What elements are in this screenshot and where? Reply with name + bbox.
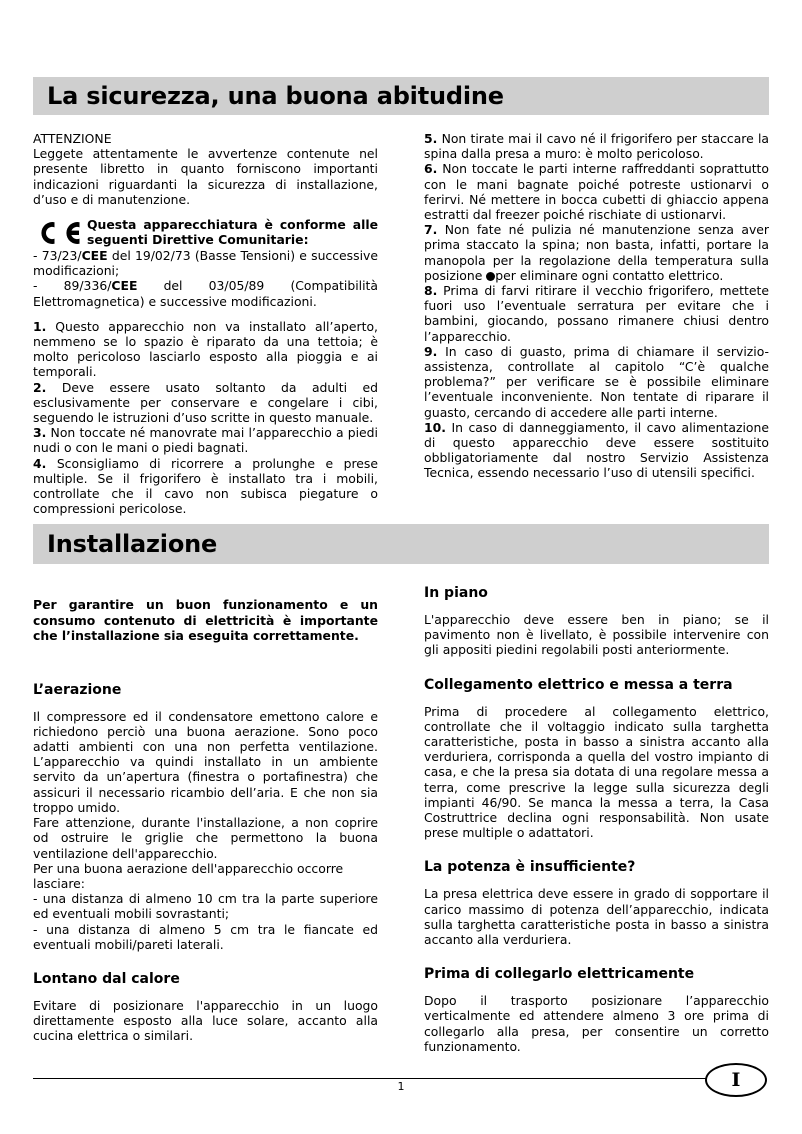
aerazione-paragraph-2: Fare attenzione, durante l'installazione, a non coprire od ostruire le griglie che permettono la buona ventilazione dell'apparecchio. xyxy=(33,815,378,861)
language-badge xyxy=(705,1063,767,1097)
ce-heading-text: Questa apparecchiatura è conforme alle seguenti Direttive Comunitarie: xyxy=(87,217,378,248)
safety-item-6 xyxy=(424,161,769,222)
safety-item-1-text: Questo apparecchio non va installato all’aperto, nemmeno se lo spazio è riparato da una tettoia; è molto pericoloso lasciarlo esposto alla pioggia e ai temporali. xyxy=(33,318,378,380)
heading-prima-di-collegarlo: Prima di collegarlo elettricamente xyxy=(424,966,695,983)
heading-collegamento-elettrico: Collegamento elettrico e messa a terra xyxy=(424,676,733,693)
safety-item-6-number: 6. xyxy=(424,161,438,177)
potenza-insufficiente-paragraph: La presa elettrica deve essere in grado di sopportare il carico massimo di potenza dell’apparecchio, indicata sulla targhetta caratteristiche posta in basso a sinistra accanto alla verduriera. xyxy=(424,886,769,948)
directive-1-prefix: - 73/23/ xyxy=(33,248,82,264)
safety-item-3 xyxy=(33,425,378,455)
safety-item-1-number: 1. xyxy=(33,318,47,334)
spacer xyxy=(424,694,769,704)
lontano-dal-calore-paragraph: Evitare di posizionare l'apparecchio in un luogo direttamente esposto alla luce solare, accanto alla cucina elettrica o similari. xyxy=(33,997,378,1044)
spacer xyxy=(33,988,378,998)
safety-item-4 xyxy=(33,456,378,517)
spacer xyxy=(424,947,769,966)
safety-item-7 xyxy=(424,222,769,283)
safety-item-9-text: In caso di guasto, prima di chiamare il servizio-assistenza, controllate al capitolo “C’è qualche problema?” per verificare se è possibile eliminare l’eventuale inconveniente. Non tentate di riparare il guasto, cercando di accedere alle parti interne. xyxy=(424,343,769,420)
section-banner-installazione xyxy=(33,524,769,564)
safety-item-2 xyxy=(33,380,378,426)
safety-item-5-text: Non tirate mai il cavo né il frigorifero per staccare la spina dalla presa a muro: è molto pericoloso. xyxy=(424,131,769,162)
heading-in-piano: In piano xyxy=(424,585,488,601)
directive-1 xyxy=(33,248,378,278)
ce-mark-icon xyxy=(33,218,85,248)
directive-2-suffix: del 03/05/89 (Compatibilità Elettromagnetica) e successive modificazioni. xyxy=(33,278,378,309)
safety-item-8 xyxy=(424,283,769,344)
safety-item-5 xyxy=(424,131,769,161)
aerazione-paragraph-3: Per una buona aerazione dell'apparecchio occorre lasciare: xyxy=(33,860,344,891)
directive-2 xyxy=(33,278,378,308)
temperature-dot-icon xyxy=(486,272,495,281)
section-banner-sicurezza xyxy=(33,77,769,115)
safety-item-4-text: Sconsigliamo di ricorrere a prolunghe e prese multiple. Se il frigorifero è installato tra i mobili, controllate che il cavo non subisca piegature o compressioni pericolose. xyxy=(33,455,378,517)
heading-potenza-insufficiente: La potenza è insufficiente? xyxy=(424,859,636,876)
spacer xyxy=(33,699,378,709)
prima-di-collegarlo-paragraph: Dopo il trasporto posizionare l’apparecchio verticalmente ed attendere almeno 3 ore prima di collegarlo alla presa, per consentire un corretto funzionamento. xyxy=(424,993,769,1054)
safety-item-9-number: 9. xyxy=(424,343,438,359)
footer-divider xyxy=(33,1078,747,1079)
section-title-installazione: Installazione xyxy=(47,530,218,558)
safety-item-7-text-before: Non fate né pulizia né manutenzione senza aver prima staccato la spina; non basta, infatti, portare la manopola per la regolazione della temperatura sulla posizione xyxy=(424,222,769,283)
directive-2-prefix: - 89/336/ xyxy=(33,278,112,294)
installation-left-column xyxy=(33,585,378,1044)
safety-item-10 xyxy=(424,420,769,481)
safety-item-10-text: In caso di danneggiamento, il cavo alimentazione di questo apparecchio deve essere sostituito obbligatoriamente dal nostro Servizio Assistenza Tecnica, essendo necessario l’uso di utensili specifici. xyxy=(424,419,769,481)
spacer xyxy=(424,983,769,993)
safety-item-5-number: 5. xyxy=(424,131,438,146)
aerazione-paragraph-1: Il compressore ed il condensatore emettono calore e richiedono perciò una buona aerazione. Sono poco adatti ambienti con una non perfetta ventilazione. L’apparecchio va quindi installato in un ambiente servito da un’apertura (finestra o portafinestra) che assicuri il necessario ricambio dell’aria. E che non sia troppo umido. xyxy=(33,708,378,815)
safety-item-9 xyxy=(424,344,769,420)
safety-item-1 xyxy=(33,319,378,380)
safety-item-8-number: 8. xyxy=(424,283,438,299)
safety-item-3-text: Non toccate né manovrate mai l’apparecchio a piedi nudi o con le mani o piedi bagnati. xyxy=(33,425,378,456)
aerazione-bullet-2: - una distanza di almeno 5 cm tra le fiancate ed eventuali mobili/pareti laterali. xyxy=(33,921,378,952)
heading-aerazione: L’aerazione xyxy=(33,681,122,698)
directive-1-suffix: del 19/02/73 (Basse Tensioni) e successive modificazioni; xyxy=(33,248,378,279)
installation-right-column xyxy=(424,585,769,1054)
spacer xyxy=(424,876,769,886)
badge-letter: I xyxy=(731,1068,741,1091)
directive-2-code: CEE xyxy=(111,278,138,294)
attention-label: ATTENZIONE xyxy=(33,131,112,146)
safety-left-column xyxy=(33,131,378,516)
collegamento-elettrico-paragraph: Prima di procedere al collegamento elettrico, controllate che il voltaggio indicato sulla targhetta caratteristiche, posta in basso a sinistra accanto alla verduriera, corrisponda a quella del vostro impianto di casa, e che la presa sia dotata di una regolare messa a terra, come prescrive la legge sulla sicurezza degli impianti 46/90. Se manca la messa a terra, la Casa Costruttrice declina ogni responsabilità. Non usate prese multiple o adattatori. xyxy=(424,703,769,841)
safety-item-10-number: 10. xyxy=(424,419,446,435)
spacer xyxy=(33,656,378,682)
safety-item-7-number: 7. xyxy=(424,222,438,238)
safety-item-8-text: Prima di farvi ritirare il vecchio frigorifero, mettete fuori uso l’eventuale serratura per evitare che i bambini, giocando, possano rimanere chiusi dentro l’apparecchio. xyxy=(424,283,769,344)
spacer xyxy=(424,658,769,677)
safety-right-column xyxy=(424,131,769,481)
section-title-sicurezza: La sicurezza, una buona abitudine xyxy=(47,82,504,110)
spacer xyxy=(33,207,378,217)
safety-item-7-text-after: per eliminare ogni contatto elettrico. xyxy=(495,267,724,283)
safety-item-2-text: Deve essere usato soltanto da adulti ed esclusivamente per conservare e congelare i cibi, seguendo le istruzioni d’uso scritte in questo manuale. xyxy=(33,379,378,426)
safety-item-3-number: 3. xyxy=(33,425,47,441)
spacer xyxy=(33,952,378,971)
spacer xyxy=(33,309,378,319)
safety-item-4-number: 4. xyxy=(33,455,47,471)
directive-1-code: CEE xyxy=(81,248,108,264)
page-number: 1 xyxy=(397,1080,405,1093)
aerazione-bullet-1: - una distanza di almeno 10 cm tra la parte superiore ed eventuali mobili sovrastanti; xyxy=(33,891,378,922)
installation-lead: Per garantire un buon funzionamento e un consumo contenuto di elettricità è importante che l’installazione sia eseguita correttamente. xyxy=(33,597,378,643)
heading-lontano-dal-calore: Lontano dal calore xyxy=(33,970,180,987)
safety-item-6-text: Non toccate le parti interne raffreddanti soprattutto con le mani bagnate poiché potreste ustionarvi o ferirvi. Né mettere in bocca cubetti di ghiaccio appena estratti dal freezer poiché rischiate di ustionarvi. xyxy=(424,161,769,223)
in-piano-paragraph: L'apparecchio deve essere ben in piano; se il pavimento non è livellato, è possibile intervenire con gli appositi piedini regolabili posti anteriormente. xyxy=(424,612,769,658)
ce-conformity-block xyxy=(33,217,378,248)
safety-item-2-number: 2. xyxy=(33,379,47,395)
attention-paragraph: Leggete attentamente le avvertenze contenute nel presente libretto in quanto forniscono importanti indicazioni riguardanti la sicurezza di installazione, d’uso e di manutenzione. xyxy=(33,146,378,207)
spacer xyxy=(424,840,769,859)
spacer xyxy=(424,602,769,612)
